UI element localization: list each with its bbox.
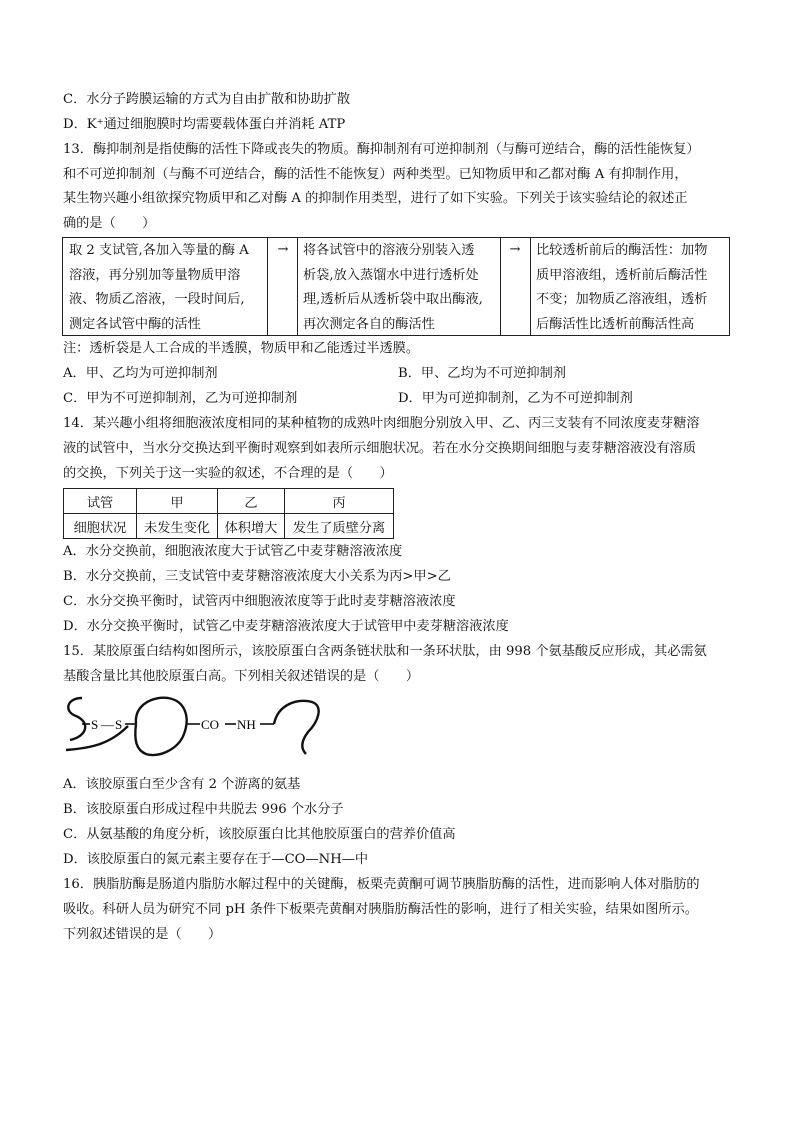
q13-stem-line-2: 和不可逆抑制剂（与酶不可逆结合，酶的活性不能恢复）两种类型。已知物质甲和乙都对酶 A 有抑制作用，: [63, 167, 688, 182]
q14-stem-line-3: 的交换，下列关于这一实验的叙述，不合理的是（ ）: [63, 466, 393, 481]
q16-stem-line-1: 16．胰脂肪酶是肠道内脂肪水解过程中的关键酶，板栗壳黄酮可调节胰脂肪酶的活性，进而影响人体对脂肪的: [63, 877, 700, 892]
q15-stem-line-1: 15．某胶原蛋白结构如图所示，该胶原蛋白含两条链状肽和一条环状肽，由 998 个氨基酸反应形成，其必需氨: [63, 644, 707, 659]
flow-step-1-line: 测定各试管中酶的活性: [69, 316, 201, 332]
collagen-structure-diagram: [62, 692, 332, 762]
q13-stem-line-3: 某生物兴趣小组欲探究物质甲和乙对酶 A 的抑制作用类型，进行了如下实验。下列关于该实验结论的叙述正: [63, 191, 688, 206]
chain-right-curve: [274, 701, 319, 754]
flow-step-2-line: 析袋,放入蒸馏水中进行透析处: [303, 267, 479, 283]
peptide-co-label: CO: [201, 717, 220, 732]
flow-step-1-line: 溶液，再分别加等量物质甲溶: [69, 267, 241, 283]
q14-option-d: D．水分交换平衡时，试管乙中麦芽糖溶液浓度大于试管甲中麦芽糖溶液浓度: [63, 619, 509, 634]
table-cell: 体积增大: [218, 514, 285, 539]
q13-stem-line-1: 13．酶抑制剂是指使酶的活性下降或丧失的物质。酶抑制剂有可逆抑制剂（与酶可逆结合，酶的活性能恢复）: [63, 142, 700, 157]
flow-step-1-line: 液、物质乙溶液，一段时间后,: [69, 292, 245, 307]
peptide-nh-label: NH: [237, 717, 256, 732]
flow-step-3: [530, 238, 729, 335]
flow-step-3-line: 不变；加物质乙溶液组，透析: [536, 292, 708, 307]
q13-stem-line-4: 确的是（ ）: [63, 216, 156, 231]
q16-stem-line-2: 吸收。科研人员为研究不同 pH 条件下板栗壳黄酮对胰脂肪酶活性的影响，进行了相关实验，结果如图所示。: [63, 902, 698, 917]
flow-step-2-line: 将各试管中的溶液分别装入透: [303, 243, 475, 258]
flow-arrow-icon: →: [509, 242, 521, 257]
q14-observation-table: [63, 488, 394, 539]
q16-stem-line-3: 下列叙述错误的是（ ）: [63, 927, 222, 942]
chain-left-curve: [68, 698, 85, 740]
table-header-cell: 丙: [285, 489, 394, 514]
q14-option-b: B．水分交换前，三支试管中麦芽糖溶液浓度大小关系为丙>甲>乙: [63, 569, 451, 584]
q13-flowchart: [62, 237, 730, 336]
flow-step-3-line: 质甲溶液组，透析前后酶活性: [536, 267, 708, 283]
sulfur-label: S: [115, 717, 123, 732]
table-header-cell: 试管: [64, 489, 137, 514]
flow-step-2-line: 理,透析后从透析袋中取出酶液,: [303, 292, 483, 307]
flow-step-1: [63, 238, 268, 335]
flow-step-1-line: 取 2 支试管,各加入等量的酶 A: [69, 243, 249, 258]
q13-option-d: D．甲为可逆抑制剂，乙为不可逆抑制剂: [398, 391, 633, 406]
q14-stem-line-2: 液的试管中，当水分交换达到平衡时观察到如表所示细胞状况。若在水分交换期间细胞与麦芽糖溶液没有溶质: [63, 441, 696, 456]
q15-option-c: C．从氨基酸的角度分析，该胶原蛋白比其他胶原蛋白的营养价值高: [63, 827, 456, 842]
q14-stem-line-1: 14．某兴趣小组将细胞液浓度相同的某种植物的成熟叶肉细胞分别放入甲、乙、丙三支装有不同浓度麦芽糖溶: [63, 416, 700, 431]
q14-option-a: A．水分交换前，细胞液浓度大于试管乙中麦芽糖溶液浓度: [63, 544, 403, 559]
q13-option-a: A．甲、乙均为可逆抑制剂: [63, 366, 218, 381]
flow-step-2: [297, 238, 502, 335]
sulfur-label: S: [91, 717, 99, 732]
flow-step-3-line: 后酶活性比透析前酶活性高: [536, 316, 695, 332]
table-cell: 发生了质壁分离: [285, 514, 394, 539]
q13-note: 注：透析袋是人工合成的半透膜，物质甲和乙能透过半透膜。: [63, 341, 420, 356]
table-header-cell: 乙: [218, 489, 285, 514]
table-header-cell: 甲: [137, 489, 218, 514]
flow-step-3-line: 比较透析前后的酶活性：加物: [536, 243, 708, 258]
flow-arrow-icon: →: [277, 242, 289, 257]
q15-option-a: A．该胶原蛋白至少含有 2 个游离的氨基: [63, 777, 301, 792]
table-cell: 细胞状况: [64, 514, 137, 539]
q15-option-b: B．该胶原蛋白形成过程中共脱去 996 个水分子: [63, 802, 344, 817]
q13-option-c: C．甲为不可逆抑制剂，乙为可逆抑制剂: [63, 391, 298, 406]
bond-dash: —: [101, 717, 114, 732]
q13-option-b: B．甲、乙均为不可逆抑制剂: [398, 366, 566, 381]
option-d-prev: D．K⁺通过细胞膜时均需要载体蛋白并消耗 ATP: [63, 117, 346, 132]
q14-option-c: C．水分交换平衡时，试管丙中细胞液浓度等于此时麦芽糖溶液浓度: [63, 594, 456, 609]
cyclic-peptide-ring: [135, 698, 186, 755]
q15-stem-line-2: 基酸含量比其他胶原蛋白高。下列相关叙述错误的是（ ）: [63, 669, 420, 684]
option-c-prev: C．水分子跨膜运输的方式为自由扩散和协助扩散: [63, 92, 351, 107]
flow-step-2-line: 再次测定各自的酶活性: [303, 316, 435, 332]
table-cell: 未发生变化: [137, 514, 218, 539]
table-row: [64, 514, 394, 539]
table-header-row: [64, 489, 394, 514]
q15-option-d: D．该胶原蛋白的氮元素主要存在于—CO—NH—中: [63, 852, 369, 867]
